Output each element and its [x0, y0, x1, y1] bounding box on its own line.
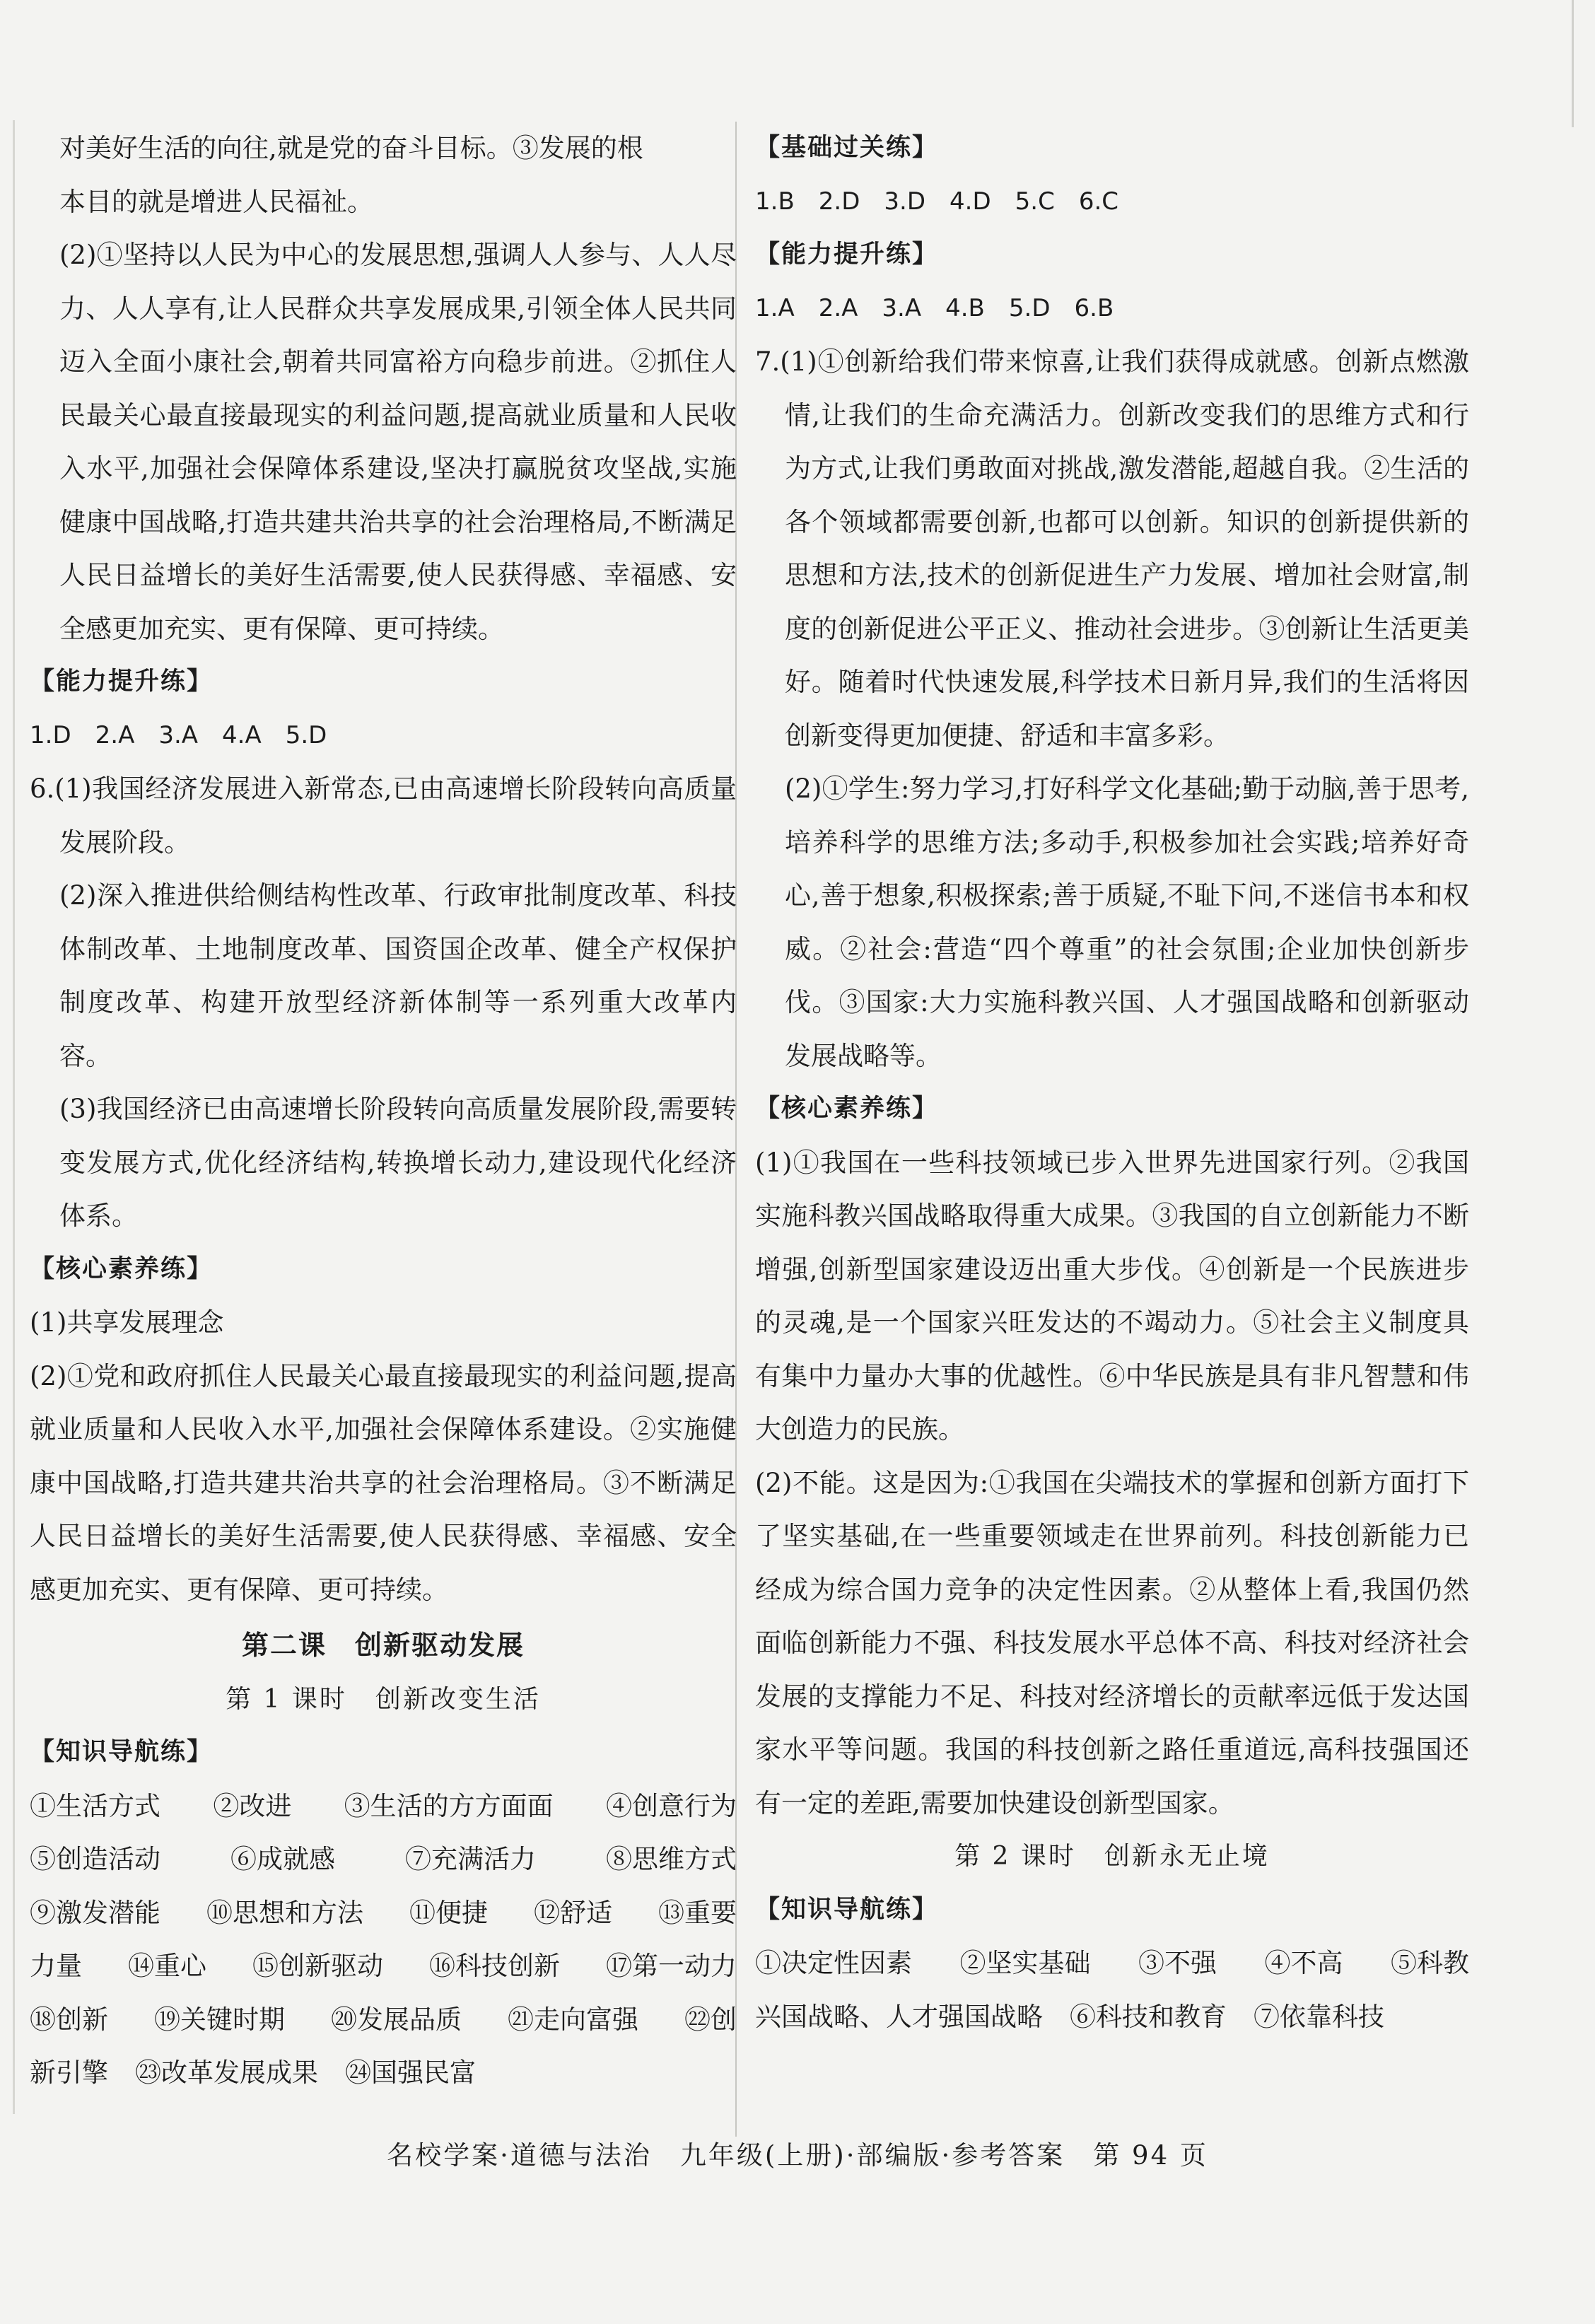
- section-heading-knowledge: 【知识导航练】: [30, 1738, 214, 1766]
- knowledge-item: ⑧思维方式: [606, 1844, 737, 1874]
- basic-answers-row: [755, 175, 1469, 229]
- section-heading-ability: 【能力提升练】: [755, 240, 939, 269]
- left-column: [30, 122, 737, 2100]
- answer-item: 2.A: [818, 293, 858, 322]
- period-name: 创新改变生活: [375, 1684, 541, 1714]
- answer-paragraph-2: (2)①坚持以人民为中心的发展思想,强调人人参与、人人尽力、人人享有,让人民群众共享发展成果,引领全体人民共同迈入全面小康社会,朝着共同富裕方向稳步前进。②抓住人民最关心最直接最现实的利益问题,提高就业质量和人民收入水平,加强社会保障体系建设,坚决打赢脱贫攻坚战,实施健康中国战略,打造共建共治共享的社会治理格局,不断满足人民日益增长的美好生活需要,使人民获得感、幸福感、安全感更加充实、更有保障、更可持续。: [59, 240, 737, 644]
- section-heading-core: 【核心素养练】: [30, 1254, 214, 1283]
- knowledge-item: ⑤科教: [1391, 1948, 1469, 1978]
- answer-item: 3.A: [158, 720, 199, 749]
- answer-item: 2.D: [818, 187, 860, 216]
- answer-item: 5.D: [1008, 293, 1051, 322]
- knowledge-item: 力量: [30, 1951, 82, 1981]
- knowledge-row: [755, 1990, 1469, 2044]
- knowledge-row: [30, 1993, 737, 2047]
- knowledge-item: ⑦依靠科技: [1254, 2001, 1384, 2032]
- knowledge-item: ①生活方式: [30, 1790, 160, 1821]
- knowledge-item: ④不高: [1264, 1948, 1343, 1978]
- knowledge-item: ⑤创造活动: [30, 1844, 160, 1874]
- ability-answers-row: [755, 282, 1469, 336]
- knowledge-item: ⑨激发潜能: [30, 1897, 160, 1928]
- knowledge-answer-grid: [755, 1937, 1469, 2043]
- question-7-part-2: (2)①学生:努力学习,打好科学文化基础;勤于动脑,善于思考,培养科学的思维方法;多动手,积极参加社会实践;培养好奇心,善于想象,积极探索;善于质疑,不耻下问,不迷信书本和权威。②社会:营造“四个尊重”的社会氛围;企业加快创新步伐。③国家:大力实施科教兴国、人才强国战略和创新驱动发展战略等。: [785, 773, 1469, 1071]
- core-answer-2: (2)不能。这是因为:①我国在尖端技术的掌握和创新方面打下了坚实基础,在一些重要领域走在世界前列。科技创新能力已经成为综合国力竞争的决定性因素。②从整体上看,我国仍然面临创新能力不强、科技发展水平总体不高、科技对经济社会发展的支撑能力不足、科技对经济增长的贡献率远低于发达国家水平等问题。我国的科技创新之路任重道远,高科技强国还有一定的差距,需要加快建设创新型国家。: [755, 1467, 1469, 1818]
- knowledge-item: ⑥成就感: [230, 1844, 335, 1874]
- core-answer-1: (1)共享发展理念: [30, 1307, 224, 1338]
- question-7-part-1: 7.(1)①创新给我们带来惊喜,让我们获得成就感。创新点燃激情,让我们的生命充满活力。创新改变我们的思维方式和行为方式,让我们勇敢面对挑战,激发潜能,超越自我。②生活的各个领域都需要创新,也都可以创新。知识的创新提供新的思想和方法,技术的创新促进生产力发展、增加社会财富,制度的创新促进公平正义、推动社会进步。③创新让生活更美好。随着时代快速发展,科学技术日新月异,我们的生活将因创新变得更加便捷、舒适和丰富多彩。: [755, 346, 1469, 751]
- knowledge-item: ⑥科技和教育: [1070, 2001, 1227, 2032]
- period-title-2: [755, 1830, 1469, 1884]
- knowledge-row: [30, 1780, 737, 1833]
- knowledge-item: ⑪便捷: [409, 1897, 488, 1928]
- answer-item: 4.A: [222, 720, 262, 749]
- period-name: 创新永无止境: [1104, 1842, 1270, 1871]
- period-number: 第 2 课时: [954, 1842, 1076, 1871]
- period-number: 第 1 课时: [226, 1684, 347, 1714]
- knowledge-item: ④创意行为: [605, 1790, 737, 1821]
- lesson-number: 第二课: [241, 1630, 327, 1661]
- question-6-part-2: (2)深入推进供给侧结构性改革、行政审批制度改革、科技体制改革、土地制度改革、国资国企改革、健全产权保护制度改革、构建开放型经济新体制等一系列重大改革内容。: [59, 880, 737, 1071]
- knowledge-item: ①决定性因素: [755, 1948, 912, 1978]
- knowledge-row: [755, 1937, 1469, 1990]
- answer-item: 5.D: [285, 720, 327, 749]
- lesson-name: 创新驱动发展: [355, 1630, 525, 1661]
- section-heading-knowledge: 【知识导航练】: [755, 1895, 939, 1924]
- right-column: [755, 122, 1469, 2043]
- core-answer-2: (2)①党和政府抓住人民最关心最直接最现实的利益问题,提高就业质量和人民收入水平,加强社会保障体系建设。②实施健康中国战略,打造共建共治共享的社会治理格局。③不断满足人民日益增长的美好生活需要,使人民获得感、幸福感、安全感更加充实、更有保障、更可持续。: [30, 1360, 737, 1605]
- knowledge-item: ⑳发展品质: [331, 2004, 462, 2035]
- scan-edge-left: [13, 120, 15, 2114]
- knowledge-item: 新引擎: [30, 2057, 108, 2088]
- answer-item: 6.C: [1078, 187, 1119, 216]
- scan-edge-right: [1572, 0, 1574, 127]
- answer-item: 6.B: [1074, 293, 1114, 322]
- knowledge-item: ㉓改革发展成果: [135, 2057, 318, 2088]
- knowledge-item: ⑭重心: [128, 1951, 206, 1981]
- knowledge-item: ③不强: [1138, 1948, 1217, 1978]
- knowledge-item: ②坚实基础: [959, 1948, 1091, 1978]
- knowledge-item: ㉔国强民富: [345, 2057, 476, 2088]
- knowledge-item: ②改进: [213, 1790, 292, 1821]
- knowledge-item: ⑰第一动力: [606, 1951, 737, 1981]
- answer-item: 2.A: [95, 720, 135, 749]
- lesson-title: [30, 1616, 737, 1673]
- knowledge-item: ⑫舒适: [534, 1897, 612, 1928]
- section-heading-basic: 【基础过关练】: [755, 134, 939, 162]
- answer-item: 3.A: [882, 293, 922, 322]
- period-title-1: [30, 1673, 737, 1727]
- answer-item: 4.B: [945, 293, 985, 322]
- ability-answers-row: [30, 709, 737, 763]
- knowledge-item: ㉑走向富强: [508, 2004, 638, 2035]
- answer-item: 1.B: [755, 187, 795, 216]
- question-6-part-1: 6.(1)我国经济发展进入新常态,已由高速增长阶段转向高质量发展阶段。: [30, 773, 737, 858]
- knowledge-item: ⑱创新: [30, 2004, 108, 2035]
- section-heading-core: 【核心素养练】: [755, 1094, 939, 1123]
- knowledge-row: [30, 1886, 737, 1940]
- knowledge-item: ⑦充满活力: [405, 1844, 536, 1874]
- answer-continuation-line-1: 对美好生活的向往,就是党的奋斗目标。③发展的根: [59, 133, 643, 163]
- knowledge-item: ⑯科技创新: [429, 1951, 560, 1981]
- knowledge-item: ⑬重要: [658, 1897, 737, 1928]
- answer-item: 1.D: [30, 720, 71, 749]
- knowledge-item: ⑲关键时期: [154, 2004, 285, 2035]
- knowledge-row: [30, 2046, 737, 2100]
- knowledge-item: ㉒创: [684, 2004, 737, 2035]
- answer-continuation-line-2: 本目的就是增进人民福祉。: [59, 186, 373, 217]
- knowledge-row: [30, 1939, 737, 1993]
- knowledge-item: ③生活的方方面面: [344, 1790, 554, 1821]
- knowledge-item: ⑮创新驱动: [252, 1951, 383, 1981]
- knowledge-answer-grid: [30, 1780, 737, 2100]
- knowledge-row: [30, 1833, 737, 1886]
- answer-item: 5.C: [1015, 187, 1055, 216]
- answer-item: 1.A: [755, 293, 795, 322]
- knowledge-item: ⑩思想和方法: [206, 1897, 363, 1928]
- answer-item: 3.D: [884, 187, 926, 216]
- core-answer-1: (1)①我国在一些科技领域已步入世界先进国家行列。②我国实施科教兴国战略取得重大成果。③我国的自立创新能力不断增强,创新型国家建设迈出重大步伐。④创新是一个民族进步的灵魂,是一个国家兴旺发达的不竭动力。⑤社会主义制度具有集中力量办大事的优越性。⑥中华民族是具有非凡智慧和伟大创造力的民族。: [755, 1147, 1469, 1444]
- knowledge-item: 兴国战略、人才强国战略: [755, 2001, 1043, 2032]
- question-6-part-3: (3)我国经济已由高速增长阶段转向高质量发展阶段,需要转变发展方式,优化经济结构,转换增长动力,建设现代化经济体系。: [59, 1094, 737, 1231]
- page-footer: 名校学案·道德与法治 九年级(上册)·部编版·参考答案 第 94 页: [387, 2140, 1208, 2171]
- answer-item: 4.D: [950, 187, 991, 216]
- section-heading-ability: 【能力提升练】: [30, 667, 214, 696]
